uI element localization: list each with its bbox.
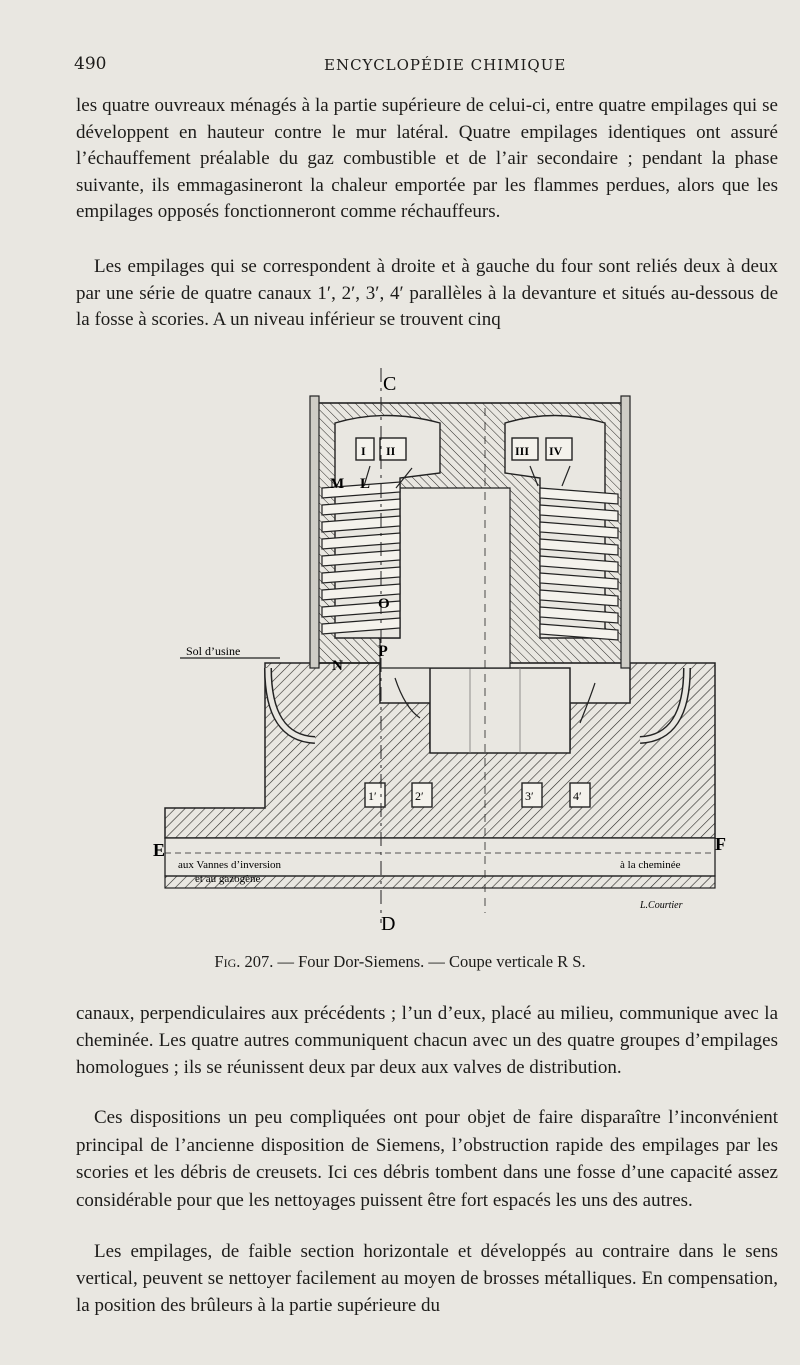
paragraph: Les empilages, de faible section horizontale et développés au contraire dans le sens vertical, peuvent se nettoyer facilement au moyen de brosses métalliques. En compensation, la position des brûleurs à la partie supérieure du	[76, 1241, 778, 1316]
furnace-section-drawing	[150, 368, 730, 936]
label-I: I	[361, 444, 366, 458]
label-gas-producer: et au gazogène	[195, 873, 261, 885]
left-wall	[310, 396, 319, 668]
label-canal-2: 2′	[415, 789, 424, 803]
label-III: III	[515, 444, 530, 458]
running-title: ENCYCLOPÉDIE CHIMIQUE	[324, 56, 567, 74]
label-D: D	[381, 913, 396, 935]
label-chimney: à la cheminée	[620, 859, 681, 871]
label-ground: Sol d’usine	[186, 644, 241, 658]
label-canal-4: 4′	[573, 789, 582, 803]
figure-caption	[0, 952, 800, 972]
label-N: N	[332, 658, 343, 674]
paragraph: Les empilages qui se correspondent à droite et à gauche du four sont reliés deux à deux par une série de quatre canaux 1′, 2′, 3′, 4′ parallèles à la devanture et situés au-dessous de la fosse à scories. A un niveau inférieur se trouvent cinq	[76, 256, 778, 330]
figure-caption-text: — Four Dor-Siemens. — Coupe verticale R S.	[273, 952, 586, 971]
running-header	[74, 54, 774, 80]
label-L: L	[360, 476, 371, 492]
label-O: O	[378, 596, 390, 612]
paragraph: canaux, perpendiculaires aux précédents ; l’un d’eux, placé au milieu, communique avec la cheminée. Les quatre autres communiquent chacun avec un des quatre groupes d’empilages homologues ; ils se réunissent deux par deux aux valves de distribution.	[76, 1003, 778, 1078]
label-M: M	[330, 476, 345, 492]
label-E: E	[153, 840, 166, 860]
label-C: C	[383, 373, 397, 395]
label-canal-3: 3′	[525, 789, 534, 803]
engraver-signature: L.Courtier	[640, 900, 683, 911]
label-P: P	[378, 643, 388, 660]
page-number: 490	[74, 54, 107, 74]
label-F: F	[715, 834, 726, 854]
paragraph: les quatre ouvreaux ménagés à la partie supérieure de celui-ci, entre quatre empilages qui se développent en hauteur contre le mur latéral. Quatre empilages identiques ont assuré l’échauffement préalable du gaz combustible et de l’air secondaire ; pendant la phase suivante, ils emmagasineront la chaleur emportée par les flammes perdues, alors que les empilages opposés fonctionneront comme réchauffeurs.	[76, 95, 778, 222]
figure-number: Fig. 207.	[214, 952, 274, 971]
right-checker-bricks	[540, 488, 618, 640]
label-canal-1: 1′	[368, 789, 377, 803]
furnace-figure	[150, 368, 730, 936]
paragraph: Ces dispositions un peu compliquées ont pour objet de faire disparaître l’inconvénient principal de l’ancienne disposition de Siemens, l’obstruction rapide des empilages par les scories et les débris de creusets. Ici ces débris tombent dans une fosse d’une capacité assez considérable pour que les nettoyages puissent être fort espacés les uns des autres.	[76, 1107, 778, 1211]
right-wall	[621, 396, 630, 668]
slag-pit	[430, 668, 570, 753]
label-valves: aux Vannes d’inversion	[178, 859, 282, 871]
label-IV: IV	[549, 444, 563, 458]
label-II: II	[386, 444, 396, 458]
